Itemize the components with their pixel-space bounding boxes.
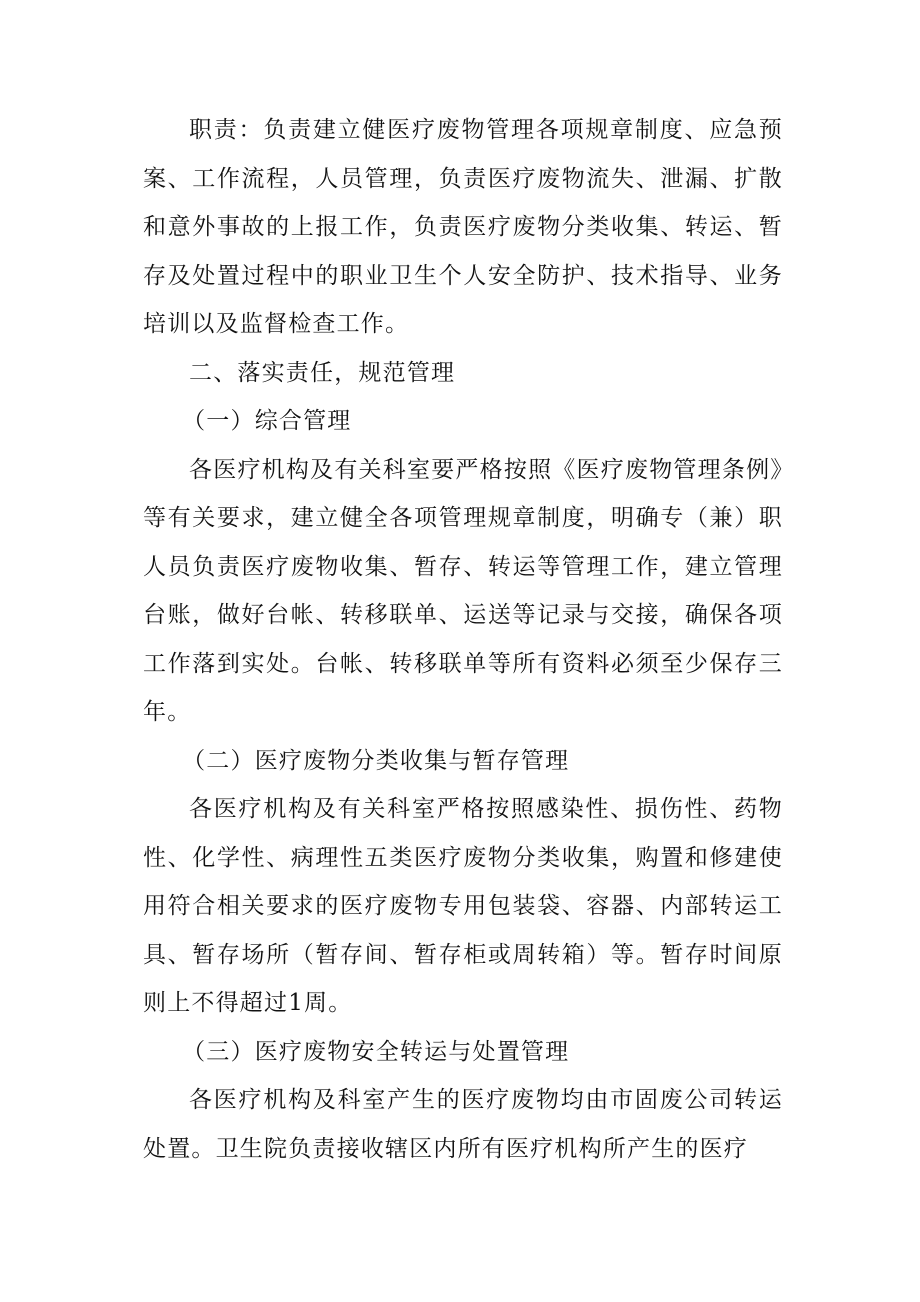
section-two-heading: 二、落实责任，规范管理	[189, 359, 456, 386]
sub1-paragraph: 各医疗机构及有关科室要严格按照《医疗废物管理条例》等有关要求，建立健全各项管理规章制度，明确专（兼）职人员负责医疗废物收集、暂存、转运等管理工作，建立管理台账，做好台帐、转移联单、运送等记录与交接，确保各项工作落到实处。台帐、转移联单等所有资料必须至少保存三年。	[143, 456, 783, 725]
sub1-heading: （一）综合管理	[182, 408, 352, 434]
document-page	[143, 106, 783, 1173]
sub2-heading: （二）医疗废物分类收集与暂存管理	[182, 747, 570, 774]
sub3-heading: （三）医疗废物安全转运与处置管理	[182, 1038, 570, 1065]
sub3-paragraph: 各医疗机构及科室产生的医疗废物均由市固废公司转运处置。卫生院负责接收辖区内所有医疗机构所产生的医疗	[143, 1087, 783, 1162]
sub2-paragraph: 各医疗机构及有关科室严格按照感染性、损伤性、药物性、化学性、病理性五类医疗废物分类收集，购置和修建使用符合相关要求的医疗废物专用包装袋、容器、内部转运工具、暂存场所（暂存间、暂存柜或周转箱）等。暂存时间原则上不得超过1周。	[143, 796, 783, 1016]
duty-paragraph: 职责：负责建立健医疗废物管理各项规章制度、应急预案、工作流程，人员管理，负责医疗废物流失、泄漏、扩散和意外事故的上报工作，负责医疗废物分类收集、转运、暂存及处置过程中的职业卫生个人安全防护、技术指导、业务培训以及监督检查工作。	[143, 117, 783, 337]
